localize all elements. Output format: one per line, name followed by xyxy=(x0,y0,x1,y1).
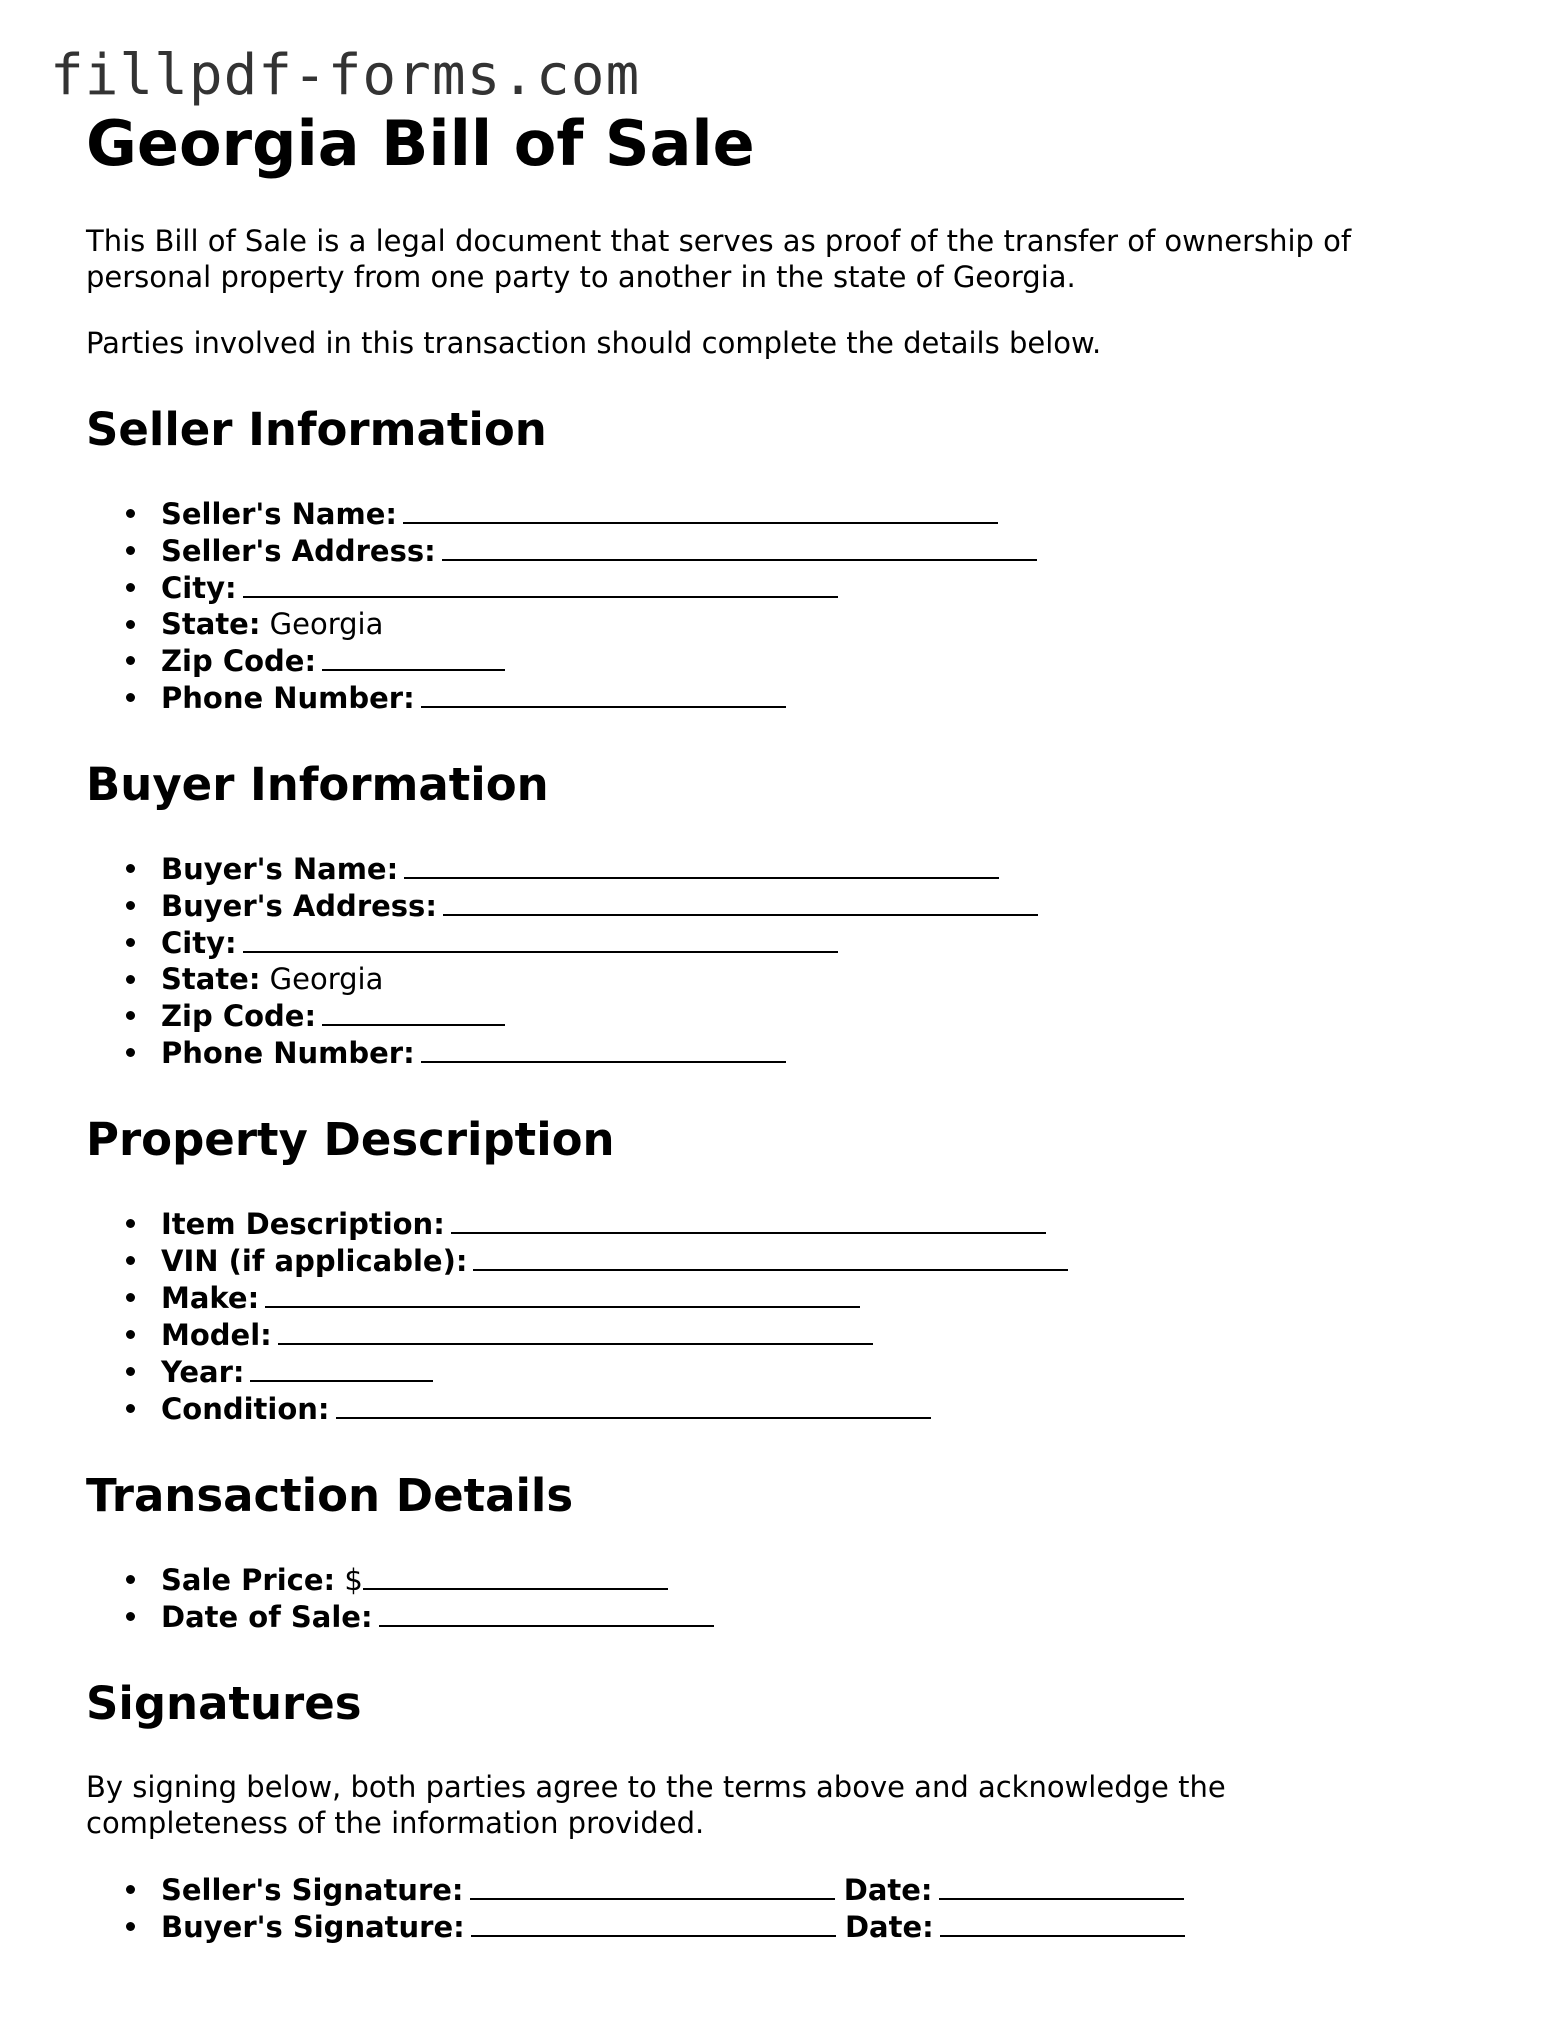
seller-signature-date-label: Date: xyxy=(843,1873,933,1908)
condition-field[interactable] xyxy=(336,1390,931,1419)
instruction-paragraph: Parties involved in this transaction should complete the details below. xyxy=(86,326,1102,361)
seller-heading: Seller Information xyxy=(86,403,547,457)
date-of-sale-item xyxy=(126,1598,1486,1635)
intro-paragraph: This Bill of Sale is a legal document that serves as proof of the transfer of ownership of personal property from one party to another in the state of Georgia. xyxy=(86,224,1352,295)
buyer-city-item xyxy=(126,924,1486,961)
signature-fields xyxy=(86,1871,1486,1945)
buyer-name-field[interactable] xyxy=(404,850,999,879)
seller-state-item xyxy=(126,606,1486,642)
model-label: Model: xyxy=(161,1318,272,1353)
buyer-signature-field[interactable] xyxy=(471,1908,836,1937)
buyer-zip-item xyxy=(126,997,1486,1034)
buyer-heading: Buyer Information xyxy=(86,758,549,812)
seller-zip-field[interactable] xyxy=(322,642,505,671)
model-field[interactable] xyxy=(278,1316,873,1345)
vin-item xyxy=(126,1242,1486,1279)
transaction-fields xyxy=(86,1561,1486,1635)
seller-state-value: Georgia xyxy=(269,607,384,642)
currency-symbol: $ xyxy=(344,1563,363,1598)
buyer-address-item xyxy=(126,887,1486,924)
make-field[interactable] xyxy=(265,1279,860,1308)
seller-address-label: Seller's Address: xyxy=(161,534,436,569)
seller-zip-label: Zip Code: xyxy=(161,644,317,679)
year-label: Year: xyxy=(161,1355,245,1390)
buyer-zip-label: Zip Code: xyxy=(161,999,317,1034)
date-of-sale-field[interactable] xyxy=(379,1598,714,1627)
document-page xyxy=(86,108,1486,1945)
buyer-fields xyxy=(86,850,1486,1071)
seller-name-field[interactable] xyxy=(403,495,998,524)
vin-field[interactable] xyxy=(473,1242,1068,1271)
buyer-signature-item xyxy=(126,1908,1486,1945)
seller-city-label: City: xyxy=(161,571,237,606)
model-item xyxy=(126,1316,1486,1353)
buyer-signature-date-label: Date: xyxy=(844,1910,934,1945)
sale-price-item xyxy=(126,1561,1486,1598)
buyer-state-item xyxy=(126,961,1486,997)
buyer-phone-field[interactable] xyxy=(421,1034,786,1063)
condition-label: Condition: xyxy=(161,1392,330,1427)
buyer-city-label: City: xyxy=(161,926,237,961)
seller-city-item xyxy=(126,569,1486,606)
buyer-signature-date-field[interactable] xyxy=(940,1908,1185,1937)
seller-name-label: Seller's Name: xyxy=(161,497,397,532)
seller-phone-label: Phone Number: xyxy=(161,681,415,716)
seller-zip-item xyxy=(126,642,1486,679)
make-item xyxy=(126,1279,1486,1316)
year-item xyxy=(126,1353,1486,1390)
buyer-name-label: Buyer's Name: xyxy=(161,852,399,887)
buyer-address-field[interactable] xyxy=(443,887,1038,916)
seller-address-field[interactable] xyxy=(442,532,1037,561)
buyer-city-field[interactable] xyxy=(243,924,838,953)
vin-label: VIN (if applicable): xyxy=(161,1244,468,1279)
date-of-sale-label: Date of Sale: xyxy=(161,1600,373,1635)
sale-price-label: Sale Price: xyxy=(161,1563,336,1598)
seller-signature-field[interactable] xyxy=(470,1871,835,1900)
signatures-paragraph: By signing below, both parties agree to the terms above and acknowledge the completeness of the information provided. xyxy=(86,1770,1226,1841)
page-title: Georgia Bill of Sale xyxy=(86,107,755,180)
item-description-field[interactable] xyxy=(451,1205,1046,1234)
buyer-zip-field[interactable] xyxy=(322,997,505,1026)
property-fields xyxy=(86,1205,1486,1427)
sale-price-field[interactable] xyxy=(363,1561,668,1590)
seller-signature-date-field[interactable] xyxy=(939,1871,1184,1900)
make-label: Make: xyxy=(161,1281,260,1316)
property-heading: Property Description xyxy=(86,1113,615,1167)
seller-city-field[interactable] xyxy=(243,569,838,598)
buyer-phone-item xyxy=(126,1034,1486,1071)
seller-phone-field[interactable] xyxy=(421,679,786,708)
seller-address-item xyxy=(126,532,1486,569)
seller-fields xyxy=(86,495,1486,716)
item-description-label: Item Description: xyxy=(161,1207,445,1242)
seller-signature-label: Seller's Signature: xyxy=(161,1873,464,1908)
buyer-state-label: State: xyxy=(161,962,261,997)
seller-phone-item xyxy=(126,679,1486,716)
condition-item xyxy=(126,1390,1486,1427)
year-field[interactable] xyxy=(250,1353,433,1382)
buyer-name-item xyxy=(126,850,1486,887)
watermark: fillpdf-forms.com xyxy=(50,43,641,108)
item-description-item xyxy=(126,1205,1486,1242)
transaction-heading: Transaction Details xyxy=(86,1469,574,1523)
seller-name-item xyxy=(126,495,1486,532)
buyer-state-value: Georgia xyxy=(269,962,384,997)
buyer-phone-label: Phone Number: xyxy=(161,1036,415,1071)
seller-state-label: State: xyxy=(161,607,261,642)
buyer-address-label: Buyer's Address: xyxy=(161,889,437,924)
buyer-signature-label: Buyer's Signature: xyxy=(161,1910,465,1945)
seller-signature-item xyxy=(126,1871,1486,1908)
signatures-heading: Signatures xyxy=(86,1677,362,1731)
